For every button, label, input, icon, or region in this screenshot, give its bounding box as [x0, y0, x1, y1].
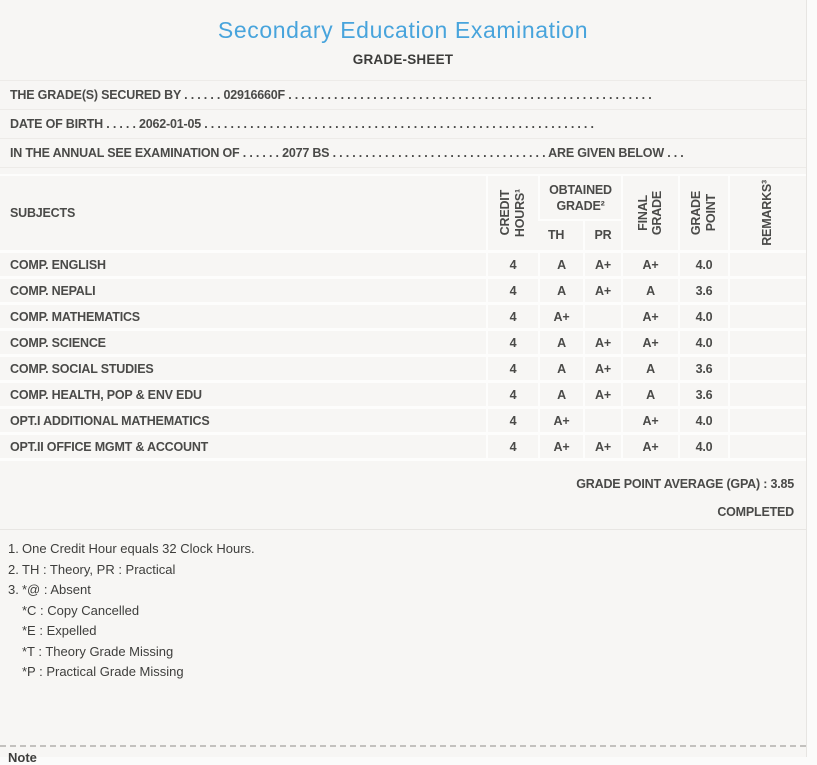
subject-cell: OPT.I ADDITIONAL MATHEMATICS	[0, 409, 486, 435]
info-label: IN THE ANNUAL SEE EXAMINATION OF	[10, 146, 240, 160]
column-header-obtained-grade: OBTAINED GRADE²	[538, 174, 621, 221]
pr-grade-cell: A+	[583, 383, 621, 409]
cutoff-note-text: Note	[8, 750, 37, 765]
info-row-examination-year	[0, 138, 806, 168]
table-row	[0, 279, 806, 305]
remarks-cell	[728, 383, 806, 409]
grade-point-header-line: POINT	[703, 194, 718, 232]
table-row	[0, 305, 806, 331]
dotted-leader: . . . . . . . . . . . . . . . . . . . . . . . . . . . . . . . . . . . . . . . . . . . . . . . . . . . . . . . .	[288, 88, 652, 102]
grade-point-cell: 4.0	[678, 409, 728, 435]
table-row	[0, 357, 806, 383]
credit-hours-cell: 4	[486, 331, 538, 357]
info-row-date-of-birth	[0, 109, 806, 138]
subject-cell: COMP. SOCIAL STUDIES	[0, 357, 486, 383]
pr-grade-cell	[583, 409, 621, 435]
th-grade-cell: A	[538, 357, 583, 383]
result-status: COMPLETED	[717, 505, 794, 519]
page-subtitle: GRADE-SHEET	[352, 52, 454, 67]
final-grade-header-line: FINAL	[635, 195, 650, 231]
table-row	[0, 435, 806, 461]
footnotes-section	[0, 530, 806, 678]
column-header-final-grade	[621, 174, 678, 253]
grade-point-cell: 4.0	[678, 435, 728, 461]
table-row	[0, 331, 806, 357]
final-grade-cell: A+	[621, 409, 678, 435]
examination-year-value: 2077 BS	[282, 146, 330, 160]
table-row	[0, 409, 806, 435]
final-grade-cell: A+	[621, 305, 678, 331]
subject-cell: OPT.II OFFICE MGMT & ACCOUNT	[0, 435, 486, 461]
footnote-marker: 1.	[8, 541, 19, 556]
remarks-header-line: REMARKS³	[760, 180, 775, 246]
final-grade-cell: A	[621, 383, 678, 409]
pr-grade-cell: A+	[583, 435, 621, 461]
info-label: DATE OF BIRTH	[10, 117, 103, 131]
grade-point-cell: 4.0	[678, 253, 728, 279]
gpa-value: 3.85	[770, 477, 794, 491]
column-header-remarks	[728, 174, 806, 253]
info-label: THE GRADE(S) SECURED BY	[10, 88, 181, 102]
column-header-th: TH	[538, 221, 583, 253]
credit-hours-cell: 4	[486, 435, 538, 461]
subject-cell: COMP. SCIENCE	[0, 331, 486, 357]
dotted-leader: . . . . . .	[242, 146, 279, 160]
remarks-cell	[728, 331, 806, 357]
pr-grade-cell: A+	[583, 279, 621, 305]
candidate-info-section	[0, 80, 806, 168]
final-grade-cell: A+	[621, 435, 678, 461]
footnote-text: *E : Expelled	[22, 623, 97, 638]
th-grade-cell: A	[538, 331, 583, 357]
credit-hours-cell: 4	[486, 279, 538, 305]
footnote-marker: 2.	[8, 561, 19, 577]
pr-grade-cell: A+	[583, 357, 621, 383]
grade-point-cell: 3.6	[678, 279, 728, 305]
th-grade-cell: A	[538, 383, 583, 409]
dotted-leader: . . . . . . . . . . . . . . . . . . . . . . . . . . . . . . . . .	[332, 146, 546, 160]
footnote-absent	[8, 583, 806, 596]
th-grade-cell: A+	[538, 409, 583, 435]
footnote-text: One Credit Hour equals 32 Clock Hours.	[22, 541, 255, 556]
subject-cell: COMP. ENGLISH	[0, 253, 486, 279]
remarks-cell	[728, 435, 806, 461]
footnote-text: TH : Theory, PR : Practical	[22, 561, 176, 577]
credit-hours-cell: 4	[486, 253, 538, 279]
footnote-expelled	[8, 624, 806, 637]
subject-cell: COMP. MATHEMATICS	[0, 305, 486, 331]
pr-grade-cell	[583, 305, 621, 331]
footnote-credit-hour	[8, 542, 806, 555]
page-title: Secondary Education Examination	[217, 17, 589, 43]
footnote-th-pr	[8, 563, 806, 576]
table-row	[0, 383, 806, 409]
summary-section	[0, 461, 806, 530]
table-row	[0, 253, 806, 279]
final-grade-cell: A+	[621, 331, 678, 357]
footnote-text: *@ : Absent	[22, 582, 91, 597]
column-header-credit-hours	[486, 174, 538, 253]
remarks-cell	[728, 409, 806, 435]
footnote-theory-missing	[8, 645, 806, 658]
grade-table	[0, 174, 806, 461]
info-suffix: ARE GIVEN BELOW . . .	[548, 146, 684, 160]
remarks-cell	[728, 305, 806, 331]
footnote-practical-missing	[8, 665, 806, 678]
th-grade-cell: A+	[538, 305, 583, 331]
remarks-cell	[728, 357, 806, 383]
final-grade-cell: A	[621, 357, 678, 383]
grade-point-cell: 4.0	[678, 305, 728, 331]
column-header-subjects: SUBJECTS	[0, 174, 486, 253]
grade-point-cell: 4.0	[678, 331, 728, 357]
gpa-label: GRADE POINT AVERAGE (GPA) :	[576, 477, 768, 491]
subject-cell: COMP. NEPALI	[0, 279, 486, 305]
dotted-leader: . . . . .	[106, 117, 136, 131]
pr-grade-cell: A+	[583, 253, 621, 279]
footnote-text: *C : Copy Cancelled	[22, 602, 140, 618]
info-row-grades-secured-by	[0, 80, 806, 109]
column-header-pr: PR	[583, 221, 621, 253]
grade-point-cell: 3.6	[678, 357, 728, 383]
credit-hours-cell: 4	[486, 305, 538, 331]
footnote-marker: 3.	[8, 582, 19, 597]
remarks-cell	[728, 279, 806, 305]
credit-hours-cell: 4	[486, 383, 538, 409]
dotted-leader: . . . . . .	[184, 88, 221, 102]
subject-cell: COMP. HEALTH, POP & ENV EDU	[0, 383, 486, 409]
th-grade-cell: A	[538, 279, 583, 305]
date-of-birth-value: 2062-01-05	[139, 117, 201, 131]
credit-hours-cell: 4	[486, 357, 538, 383]
column-header-grade-point	[678, 174, 728, 253]
dotted-leader: . . . . . . . . . . . . . . . . . . . . . . . . . . . . . . . . . . . . . . . . . . . . . . . . . . . . . . . . . . . .	[204, 117, 594, 131]
grade-point-header-line: GRADE	[689, 190, 703, 236]
remarks-cell	[728, 253, 806, 279]
th-grade-cell: A+	[538, 435, 583, 461]
credit-hours-header-line: CREDIT	[498, 190, 512, 236]
final-grade-cell: A+	[621, 253, 678, 279]
credit-hours-cell: 4	[486, 409, 538, 435]
footnote-copy-cancelled	[8, 604, 806, 617]
pr-grade-cell: A+	[583, 331, 621, 357]
footnote-text: *T : Theory Grade Missing	[22, 643, 174, 659]
dashed-divider	[0, 745, 806, 747]
gpa-line	[0, 477, 794, 491]
credit-hours-header-line: HOURS¹	[512, 188, 527, 238]
th-grade-cell: A	[538, 253, 583, 279]
final-grade-header-line: GRADE	[650, 190, 664, 236]
final-grade-cell: A	[621, 279, 678, 305]
grade-point-cell: 3.6	[678, 383, 728, 409]
footnote-text: *P : Practical Grade Missing	[22, 664, 184, 679]
candidate-symbol-number: 02916660F	[223, 88, 285, 102]
